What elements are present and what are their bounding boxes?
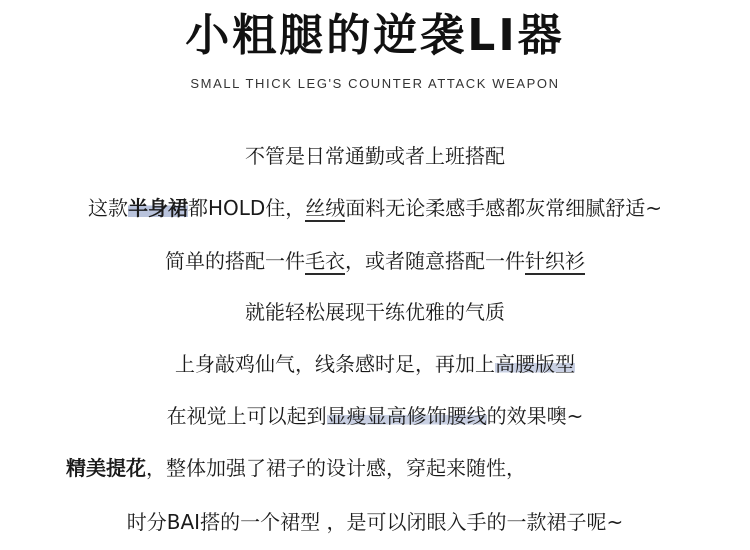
text-line-3: [0, 246, 750, 276]
text-segment: 都HOLD住，: [187, 196, 306, 220]
text-line-2: [0, 193, 750, 223]
highlight-high-waist: 高腰版型: [495, 352, 575, 376]
text-segment: 简单的搭配一件: [165, 249, 305, 273]
text-segment: 的效果噢~: [486, 404, 584, 428]
text-segment: 面料无论柔感手感都灰常细腻舒适~: [345, 196, 663, 220]
underline-knit: 针织衫: [525, 249, 585, 273]
underline-sweater: 毛衣: [305, 249, 345, 273]
highlight-skirt: 半身裙: [127, 196, 188, 220]
jacquard-label: 精美提花: [66, 456, 146, 480]
underline-velvet: 丝绒: [305, 196, 346, 220]
page-subtitle: SMALL THICK LEG'S COUNTER ATTACK WEAPON: [190, 76, 560, 91]
text-segment: ，整体加强了裙子的设计感，穿起来随性，: [146, 456, 526, 480]
text-line-4: 就能轻松展现干练优雅的气质: [245, 300, 505, 324]
text-line-8: 时分BAI搭的一个裙型 ，是可以闭眼入手的一款裙子呢~: [126, 510, 624, 534]
text-line-1: 不管是日常通勤或者上班搭配: [245, 144, 505, 168]
text-segment: 在视觉上可以起到: [166, 404, 327, 428]
text-line-6: [0, 401, 750, 431]
page-title: 小粗腿的逆袭LI器: [185, 10, 565, 61]
highlight-slimming: 显瘦显高修饰腰线: [326, 404, 487, 428]
text-line-5: [0, 349, 750, 379]
text-segment: 这款: [87, 196, 128, 220]
text-line-7: [66, 453, 750, 483]
text-segment: 上身敲鸡仙气，线条感时足，再加上: [175, 352, 495, 376]
text-segment: ，或者随意搭配一件: [345, 249, 525, 273]
